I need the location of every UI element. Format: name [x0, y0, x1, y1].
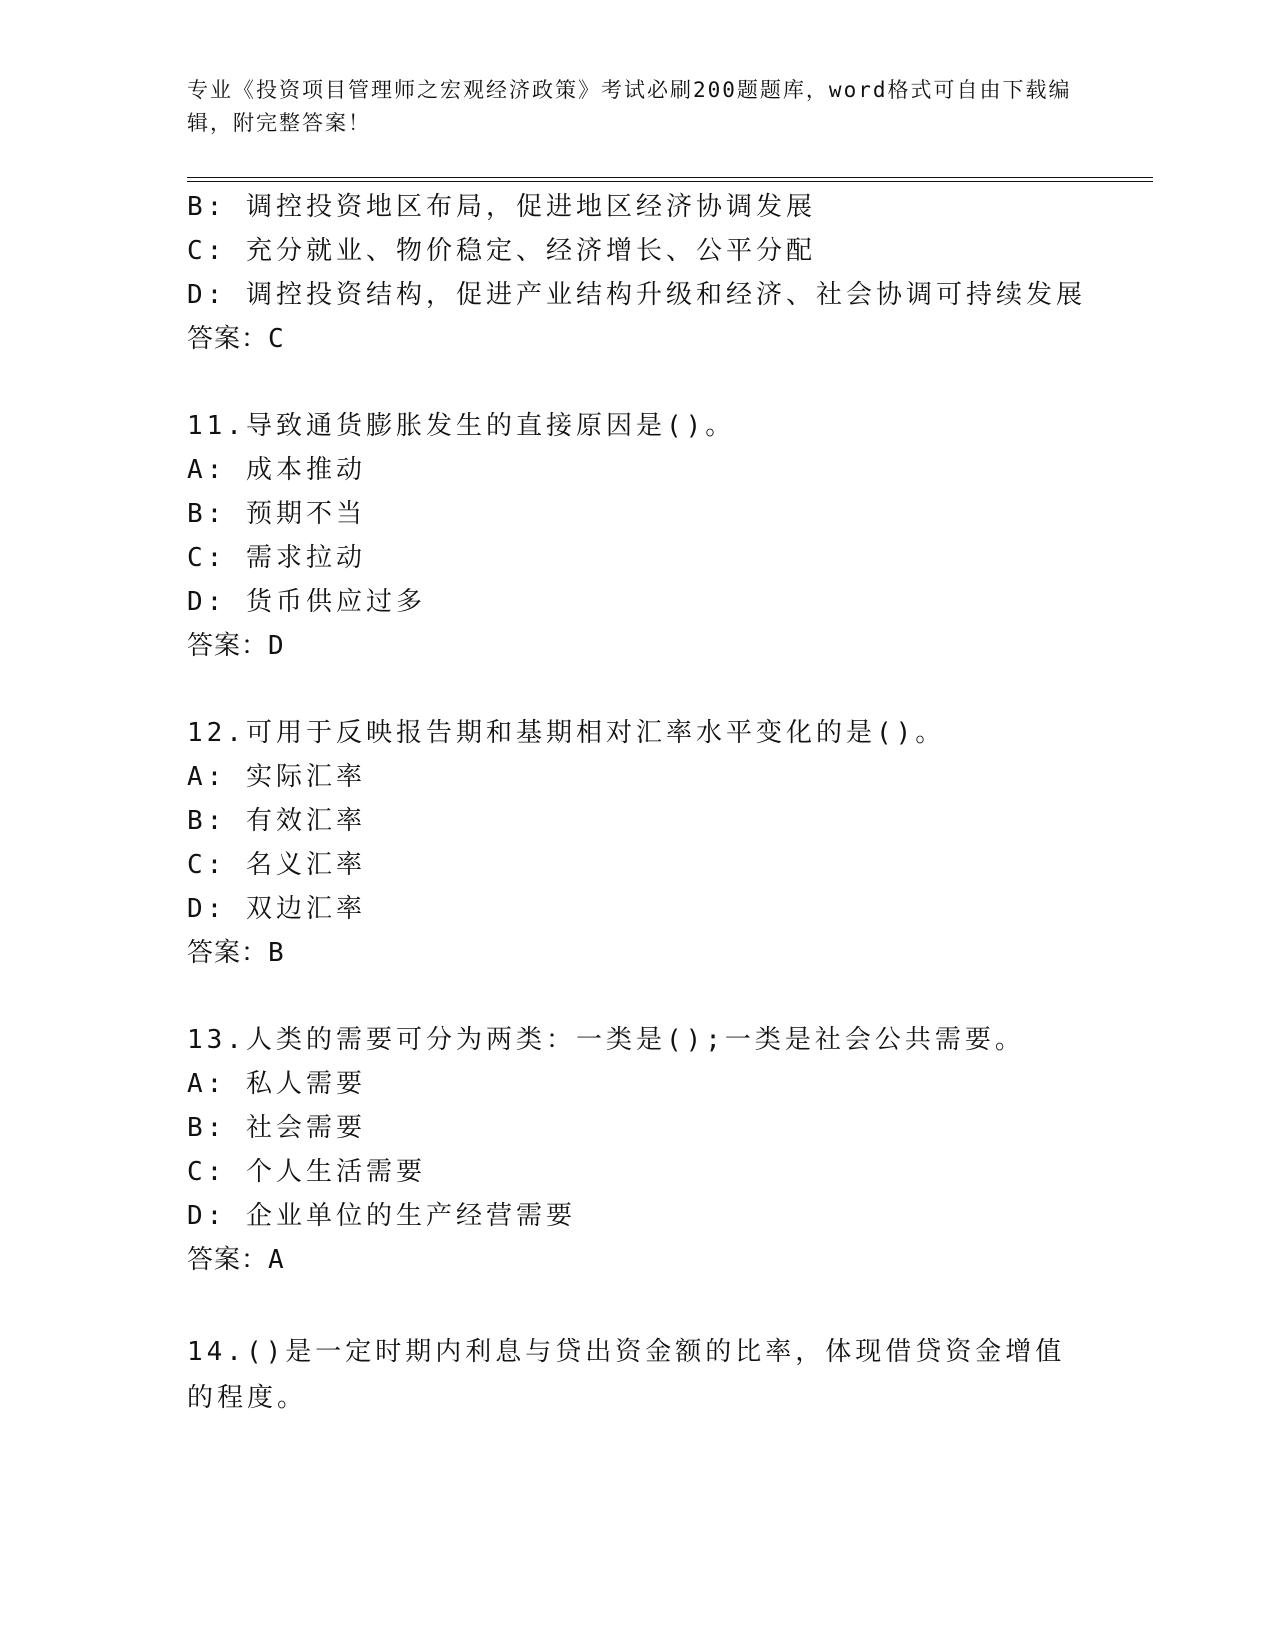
q13-option-b: B: 社会需要 [187, 1113, 366, 1143]
q11-option-b: B: 预期不当 [187, 499, 366, 529]
q10-option-c: C: 充分就业、物价稳定、经济增长、公平分配 [187, 236, 816, 266]
header-divider-top [187, 177, 1153, 178]
q11-answer: 答案：D [187, 631, 285, 661]
q14-stem: 14.()是一定时期内利息与贷出资金额的比率，体现借贷资金增值的程度。 [187, 1337, 1066, 1413]
q13-stem: 13.人类的需要可分为两类：一类是();一类是社会公共需要。 [187, 1025, 1025, 1055]
q12-answer: 答案：B [187, 938, 285, 968]
q12-option-b: B: 有效汇率 [187, 806, 366, 836]
q12-option-d: D: 双边汇率 [187, 894, 366, 924]
q13-option-c: C: 个人生活需要 [187, 1157, 426, 1187]
q10-option-b: B: 调控投资地区布局，促进地区经济协调发展 [187, 192, 816, 222]
q10-answer: 答案：C [187, 324, 285, 354]
q11-option-c: C: 需求拉动 [187, 543, 366, 573]
q11-stem: 11.导致通货膨胀发生的直接原因是()。 [187, 411, 736, 441]
q12-stem: 12.可用于反映报告期和基期相对汇率水平变化的是()。 [187, 718, 946, 748]
document-header-title: 专业《投资项目管理师之宏观经济政策》考试必刷200题题库，word格式可自由下载编辑，附完整答案！ [187, 78, 1072, 135]
q13-option-d: D: 企业单位的生产经营需要 [187, 1201, 576, 1231]
q10-option-d: D: 调控投资结构，促进产业结构升级和经济、社会协调可持续发展 [187, 280, 1086, 310]
q13-answer: 答案：A [187, 1245, 285, 1275]
q11-option-a: A: 成本推动 [187, 455, 366, 485]
q12-option-a: A: 实际汇率 [187, 762, 366, 792]
q11-option-d: D: 货币供应过多 [187, 587, 426, 617]
header-divider-bottom [187, 181, 1153, 182]
q12-option-c: C: 名义汇率 [187, 850, 366, 880]
q13-option-a: A: 私人需要 [187, 1069, 366, 1099]
